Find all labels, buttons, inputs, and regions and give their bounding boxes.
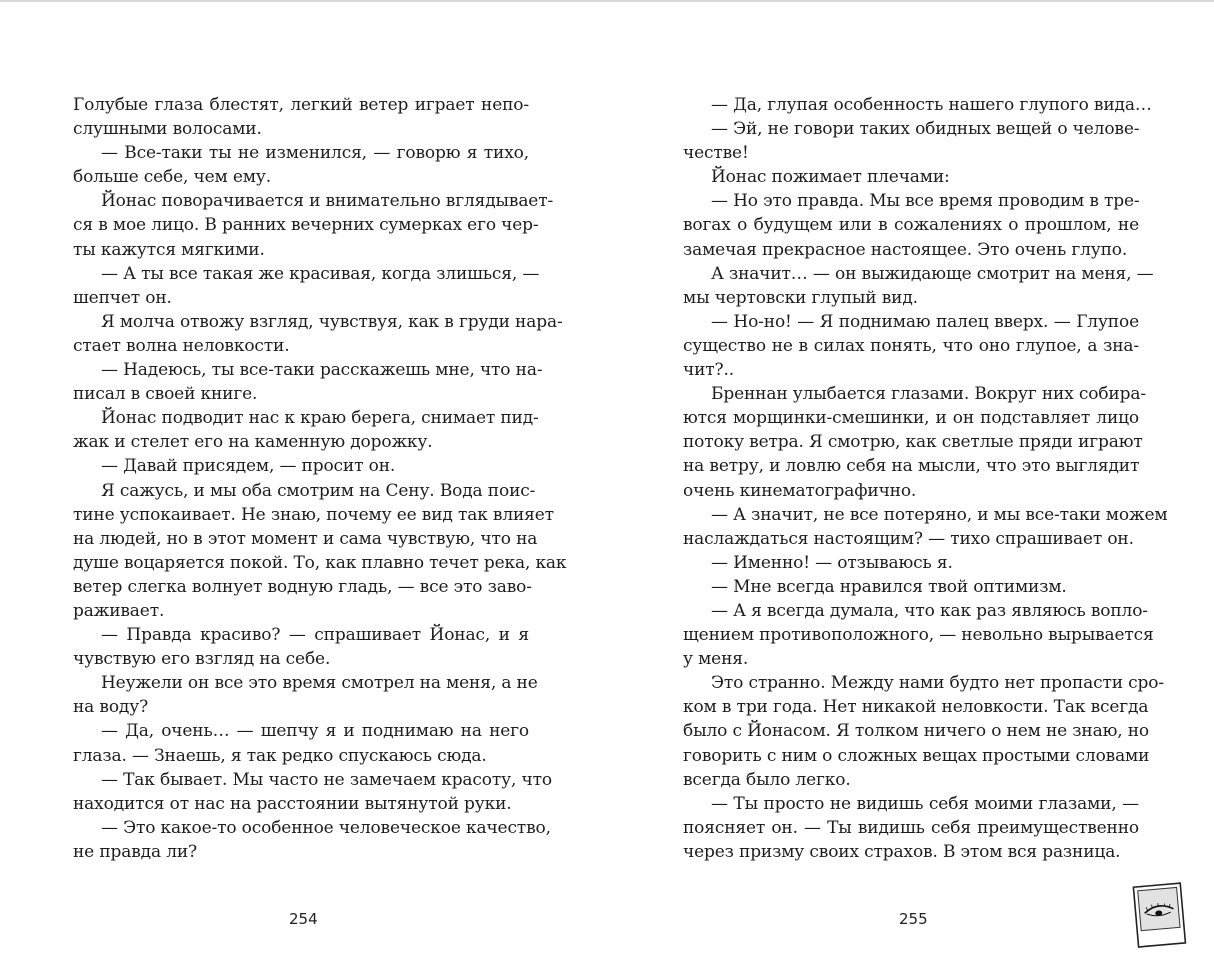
text-line: Неужели он все это время смотрел на меня, а не bbox=[101, 673, 538, 694]
text-line: слушными волосами. bbox=[73, 119, 262, 140]
text-line: чит?.. bbox=[683, 360, 734, 381]
text-line: Голубые глаза блестят, легкий ветер играет непо- bbox=[73, 95, 529, 115]
text-line: ся в мое лицо. В ранних вечерних сумерках его чер- bbox=[73, 215, 539, 236]
text-line: всегда было легко. bbox=[683, 769, 851, 790]
text-line: поясняет он. — Ты видишь себя преимущественно bbox=[683, 817, 1139, 838]
text-line: А значит… — он выжидающе смотрит на меня, — bbox=[711, 263, 1154, 284]
text-line: — Да, глупая особенность нашего глупого вида… bbox=[711, 95, 1152, 115]
text-line: Я сажусь, и мы оба смотрим на Сену. Вода поис- bbox=[101, 480, 536, 501]
text-line: — А ты все такая же красивая, когда злишься, — bbox=[101, 263, 540, 284]
right-page-text bbox=[683, 93, 1168, 864]
text-line: раживает. bbox=[73, 600, 165, 621]
text-line: — Но это правда. Мы все время проводим в тре- bbox=[711, 191, 1140, 212]
text-line: глаза. — Знаешь, я так редко спускаюсь сюда. bbox=[73, 745, 487, 766]
text-line: на людей, но в этот момент и сама чувствую, что на bbox=[73, 528, 538, 549]
text-line: на воду? bbox=[73, 697, 149, 718]
text-line: Бреннан улыбается глазами. Вокруг них собира- bbox=[711, 384, 1146, 405]
text-line: шепчет он. bbox=[73, 287, 172, 308]
text-line: очень кинематографично. bbox=[683, 480, 917, 501]
text-line: — Эй, не говори таких обидных вещей о челове- bbox=[711, 119, 1140, 140]
text-line: больше себе, чем ему. bbox=[73, 167, 271, 188]
text-line: замечая прекрасное настоящее. Это очень глупо. bbox=[683, 239, 1128, 260]
text-line: — А я всегда думала, что как раз являюсь вопло- bbox=[711, 600, 1148, 621]
text-line: — А значит, не все потеряно, и мы все-таки можем bbox=[711, 504, 1168, 525]
text-line: наслаждаться настоящим? — тихо спрашивает он. bbox=[683, 528, 1134, 549]
page-number-right: 255 bbox=[899, 910, 928, 928]
text-line: щением противоположного, — невольно вырывается bbox=[683, 625, 1154, 646]
text-line: находится от нас на расстоянии вытянутой руки. bbox=[73, 793, 512, 814]
left-page-text bbox=[73, 93, 567, 864]
polaroid-eye-icon bbox=[1130, 880, 1190, 952]
text-line: ются морщинки-смешинки, и он подставляет лицо bbox=[683, 408, 1139, 429]
text-line: — Надеюсь, ты все-таки расскажешь мне, что на- bbox=[101, 360, 543, 381]
text-line: ком в три года. Нет никакой неловкости. Так всегда bbox=[683, 697, 1149, 718]
text-line: писал в своей книге. bbox=[73, 384, 258, 405]
text-line: — Ты просто не видишь себя моими глазами, — bbox=[711, 793, 1139, 814]
text-line: чувствую его взгляд на себе. bbox=[73, 649, 331, 670]
text-line: на ветру, и ловлю себя на мысли, что это выглядит bbox=[683, 456, 1140, 477]
text-line: душе воцаряется покой. То, как плавно течет река, как bbox=[73, 552, 567, 573]
text-line: ветер слегка волнует водную гладь, — все это заво- bbox=[73, 576, 532, 597]
page-number-left: 254 bbox=[289, 910, 318, 928]
text-line: Йонас подводит нас к краю берега, снимает пид- bbox=[101, 408, 539, 429]
text-line: у меня. bbox=[683, 649, 749, 670]
text-line: — Все-таки ты не изменился, — говорю я тихо, bbox=[101, 143, 529, 164]
text-line: тине успокаивает. Не знаю, почему ее вид так влияет bbox=[73, 504, 554, 525]
text-line: — Так бывает. Мы часто не замечаем красоту, что bbox=[101, 769, 552, 790]
text-line: — Это какое-то особенное человеческое качество, bbox=[101, 817, 551, 838]
text-line: — Мне всегда нравился твой оптимизм. bbox=[711, 576, 1067, 597]
text-line: Я молча отвожу взгляд, чувствуя, как в груди нара- bbox=[101, 311, 563, 332]
text-line: мы чертовски глупый вид. bbox=[683, 287, 918, 308]
text-line: Это странно. Между нами будто нет пропасти сро- bbox=[711, 673, 1164, 694]
text-line: Йонас поворачивается и внимательно вглядывает- bbox=[101, 191, 554, 212]
text-line: честве! bbox=[683, 143, 749, 164]
text-line: жак и стелет его на каменную дорожку. bbox=[73, 432, 433, 453]
text-line: — Давай присядем, — просит он. bbox=[101, 456, 396, 477]
top-border bbox=[0, 0, 1214, 2]
text-line: ты кажутся мягкими. bbox=[73, 239, 265, 260]
text-line: существо не в силах понять, что оно глупое, а зна- bbox=[683, 335, 1139, 356]
text-line: стает волна неловкости. bbox=[73, 335, 290, 356]
text-line: через призму своих страхов. В этом вся разница. bbox=[683, 841, 1121, 862]
text-line: было с Йонасом. Я толком ничего о нем не знаю, но bbox=[683, 721, 1150, 742]
text-line: говорить с ним о сложных вещах простыми словами bbox=[683, 745, 1150, 766]
text-line: не правда ли? bbox=[73, 841, 198, 862]
text-line: — Именно! — отзываюсь я. bbox=[711, 552, 953, 573]
text-line: вогах о будущем или в сожалениях о прошлом, не bbox=[683, 215, 1139, 236]
text-line: — Да, очень… — шепчу я и поднимаю на него bbox=[101, 721, 529, 742]
text-line: потоку ветра. Я смотрю, как светлые пряди играют bbox=[683, 432, 1143, 453]
text-line: Йонас пожимает плечами: bbox=[711, 167, 950, 188]
text-line: — Правда красиво? — спрашивает Йонас, и я bbox=[101, 625, 529, 646]
text-line: — Но-но! — Я поднимаю палец вверх. — Глупое bbox=[711, 311, 1139, 332]
